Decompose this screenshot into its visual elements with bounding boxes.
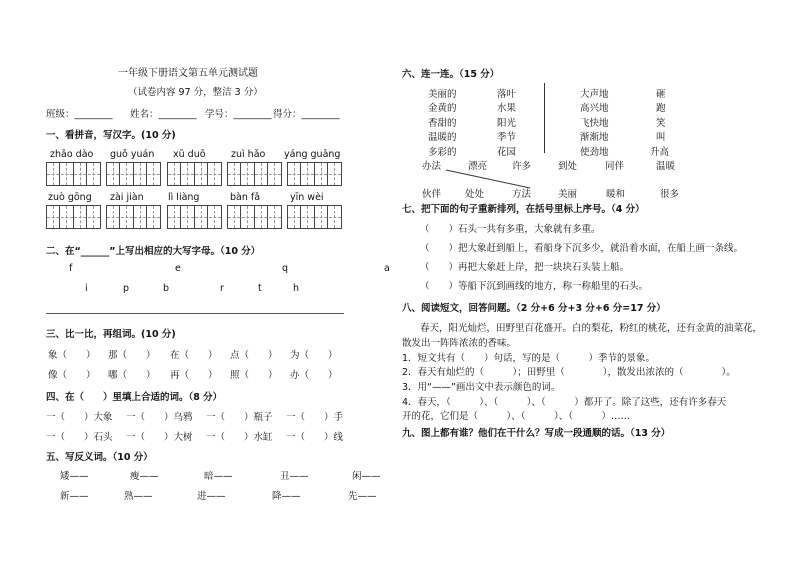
- match-word[interactable]: 升高: [650, 147, 670, 158]
- letter: q: [282, 263, 289, 274]
- match-word[interactable]: 温暖的: [428, 132, 457, 143]
- match-word[interactable]: 跑: [656, 103, 666, 114]
- match-word[interactable]: 办法: [422, 161, 442, 172]
- sentence-item[interactable]: （ ）再把大象赶上岸，把一块块石头装上船。: [420, 262, 630, 273]
- antonym-item[interactable]: 先——: [348, 491, 377, 502]
- pinyin-label: xū duō: [173, 149, 206, 160]
- measure-item[interactable]: 一（ ）大象: [46, 412, 113, 423]
- info-class[interactable]: 班级：________: [46, 109, 113, 120]
- pinyin-label: guǒ yuán: [110, 149, 155, 160]
- match-word[interactable]: 许多: [512, 161, 532, 172]
- antonym-item[interactable]: 矮——: [60, 471, 89, 482]
- pinyin-label: lì liàng: [168, 192, 200, 203]
- section-9-heading: 九、图上都有谁？他们在干什么？写成一段通顺的话。（13 分）: [402, 428, 671, 439]
- letter: t: [258, 283, 262, 294]
- word-item[interactable]: 哪（ ）: [108, 370, 156, 381]
- match-word[interactable]: 暖和: [606, 189, 626, 200]
- match-word[interactable]: 很多: [660, 189, 680, 200]
- word-item[interactable]: 再（ ）: [170, 370, 218, 381]
- word-item[interactable]: 照（ ）: [230, 370, 278, 381]
- section-3-heading: 三、比一比，再组词。(10 分): [46, 329, 176, 340]
- match-word[interactable]: 飞快地: [580, 118, 609, 129]
- sentence-item[interactable]: （ ）石头一共有多重，大象就有多重。: [420, 224, 601, 235]
- pinyin-label: zài jiàn: [110, 192, 144, 203]
- sentence-item[interactable]: （ ）把大象赶到船上，看船身下沉多少，就沿着水面，在船上画一条线。: [420, 243, 744, 254]
- antonym-item[interactable]: 瘦——: [130, 471, 159, 482]
- match-word[interactable]: 香甜的: [428, 118, 457, 129]
- antonym-item[interactable]: 闲——: [352, 471, 381, 482]
- antonym-item[interactable]: 丑——: [280, 471, 309, 482]
- page-title: 一年级下册语文第五单元测试题: [118, 68, 258, 79]
- match-word[interactable]: 大声地: [580, 89, 609, 100]
- pinyin-label: zuì hǎo: [231, 149, 266, 160]
- word-item[interactable]: 那（ ）: [108, 350, 156, 361]
- antonym-item[interactable]: 暗——: [204, 471, 233, 482]
- info-number[interactable]: 学号：________: [205, 109, 272, 120]
- section-7-heading: 七、把下面的句子重新排列，在括号里标上序号。（4 分）: [402, 204, 645, 215]
- section-1-heading: 一、看拼音，写汉字。(10 分): [46, 130, 176, 141]
- antonym-item[interactable]: 降——: [272, 491, 301, 502]
- section-5-heading: 五、写反义词。（10 分）: [46, 452, 153, 463]
- passage-line: 春天，阳光灿烂，田野里百花盛开。白的梨花，粉红的桃花，还有金黄的油菜花，: [420, 323, 763, 334]
- letter: r: [220, 283, 224, 294]
- measure-item[interactable]: 一（ ）大树: [126, 432, 193, 443]
- match-word[interactable]: 处处: [465, 189, 485, 200]
- match-word[interactable]: 笑: [656, 118, 666, 129]
- section-8-heading: 八、阅读短文，回答问题。（2 分+6 分+3 分+6 分=17 分）: [402, 303, 666, 314]
- letter: p: [123, 283, 130, 294]
- pinyin-label: yīn wèi: [290, 192, 324, 203]
- measure-item[interactable]: 一（ ）乌鸦: [126, 412, 193, 423]
- word-item[interactable]: 点（ ）: [230, 350, 278, 361]
- question-3[interactable]: 3．用“——”画出文中表示颜色的词。: [402, 382, 561, 393]
- measure-item[interactable]: 一（ ）瓶子: [206, 412, 273, 423]
- match-word[interactable]: 高兴地: [580, 103, 609, 114]
- match-word[interactable]: 金黄的: [428, 103, 457, 114]
- word-item[interactable]: 像（ ）: [48, 370, 96, 381]
- section-6-heading: 六、连一连。（15 分）: [402, 69, 500, 80]
- word-item[interactable]: 为（ ）: [290, 350, 338, 361]
- match-word[interactable]: 阳光: [497, 118, 517, 129]
- letter: f: [69, 263, 73, 274]
- measure-item[interactable]: 一（ ）石头: [46, 432, 113, 443]
- pinyin-label: zuò gōng: [48, 192, 92, 203]
- match-word[interactable]: 美丽: [558, 189, 578, 200]
- question-4[interactable]: 4．春天，（ ）、（ ）、（ ）都开了。除了这些，还有许多春天: [402, 397, 727, 408]
- antonym-item[interactable]: 熟——: [124, 491, 153, 502]
- match-word[interactable]: 使劲地: [580, 147, 609, 158]
- match-word[interactable]: 叫: [656, 132, 666, 143]
- pinyin-label: yáng guāng: [284, 149, 341, 160]
- letter: b: [163, 283, 170, 294]
- letter: a: [384, 263, 390, 274]
- measure-item[interactable]: 一（ ）手: [286, 412, 344, 423]
- match-word[interactable]: 美丽的: [428, 89, 457, 100]
- letter: i: [85, 283, 88, 294]
- match-word[interactable]: 方法: [512, 189, 532, 200]
- measure-item[interactable]: 一（ ）水缸: [206, 432, 273, 443]
- word-item[interactable]: 在（ ）: [170, 350, 218, 361]
- match-word[interactable]: 漂亮: [468, 161, 488, 172]
- match-word[interactable]: 温暖: [656, 161, 676, 172]
- letter: e: [175, 263, 181, 274]
- match-word[interactable]: 季节: [497, 132, 517, 143]
- question-4-cont[interactable]: 开的花，它们是（ ）、（ ）、（ ）……: [402, 411, 631, 422]
- question-2[interactable]: 2．春天有灿烂的（ ）；田野里（ ），散发出浓浓的（ ）。: [402, 367, 736, 378]
- passage-line: 散发出一阵阵浓浓的香味。: [402, 338, 517, 349]
- match-word[interactable]: 水果: [497, 103, 517, 114]
- word-item[interactable]: 象（ ）: [48, 350, 96, 361]
- antonym-item[interactable]: 新——: [60, 491, 89, 502]
- match-word[interactable]: 砸: [656, 89, 666, 100]
- match-word[interactable]: 花园: [497, 147, 517, 158]
- measure-item[interactable]: 一（ ）线: [286, 432, 344, 443]
- match-word[interactable]: 落叶: [497, 89, 517, 100]
- antonym-item[interactable]: 进——: [197, 491, 226, 502]
- match-word[interactable]: 同伴: [605, 161, 625, 172]
- match-word[interactable]: 伙伴: [422, 189, 442, 200]
- pinyin-label: bàn fǎ: [230, 192, 261, 203]
- question-1[interactable]: 1．短文共有（ ）句话，写的是（ ）季节的景象。: [402, 353, 656, 364]
- match-word[interactable]: 到处: [558, 161, 578, 172]
- pinyin-label: zhāo dào: [50, 149, 94, 160]
- page-subtitle: （试卷内容 97 分，整洁 3 分）: [128, 87, 263, 98]
- match-word[interactable]: 渐渐地: [580, 132, 609, 143]
- sentence-item[interactable]: （ ）等船下沉到画线的地方，称一称船里的石头。: [420, 281, 649, 292]
- letter: h: [293, 283, 300, 294]
- info-name[interactable]: 姓名：________: [130, 109, 197, 120]
- section-4-heading: 四、在（ ）里填上合适的词。（8 分）: [46, 392, 223, 403]
- section-2-heading: 二、在“______”上写出相应的大写字母。（10 分）: [46, 246, 261, 257]
- info-score[interactable]: 得分：________: [273, 109, 340, 120]
- match-word[interactable]: 多彩的: [428, 147, 457, 158]
- word-item[interactable]: 办（ ）: [290, 370, 338, 381]
